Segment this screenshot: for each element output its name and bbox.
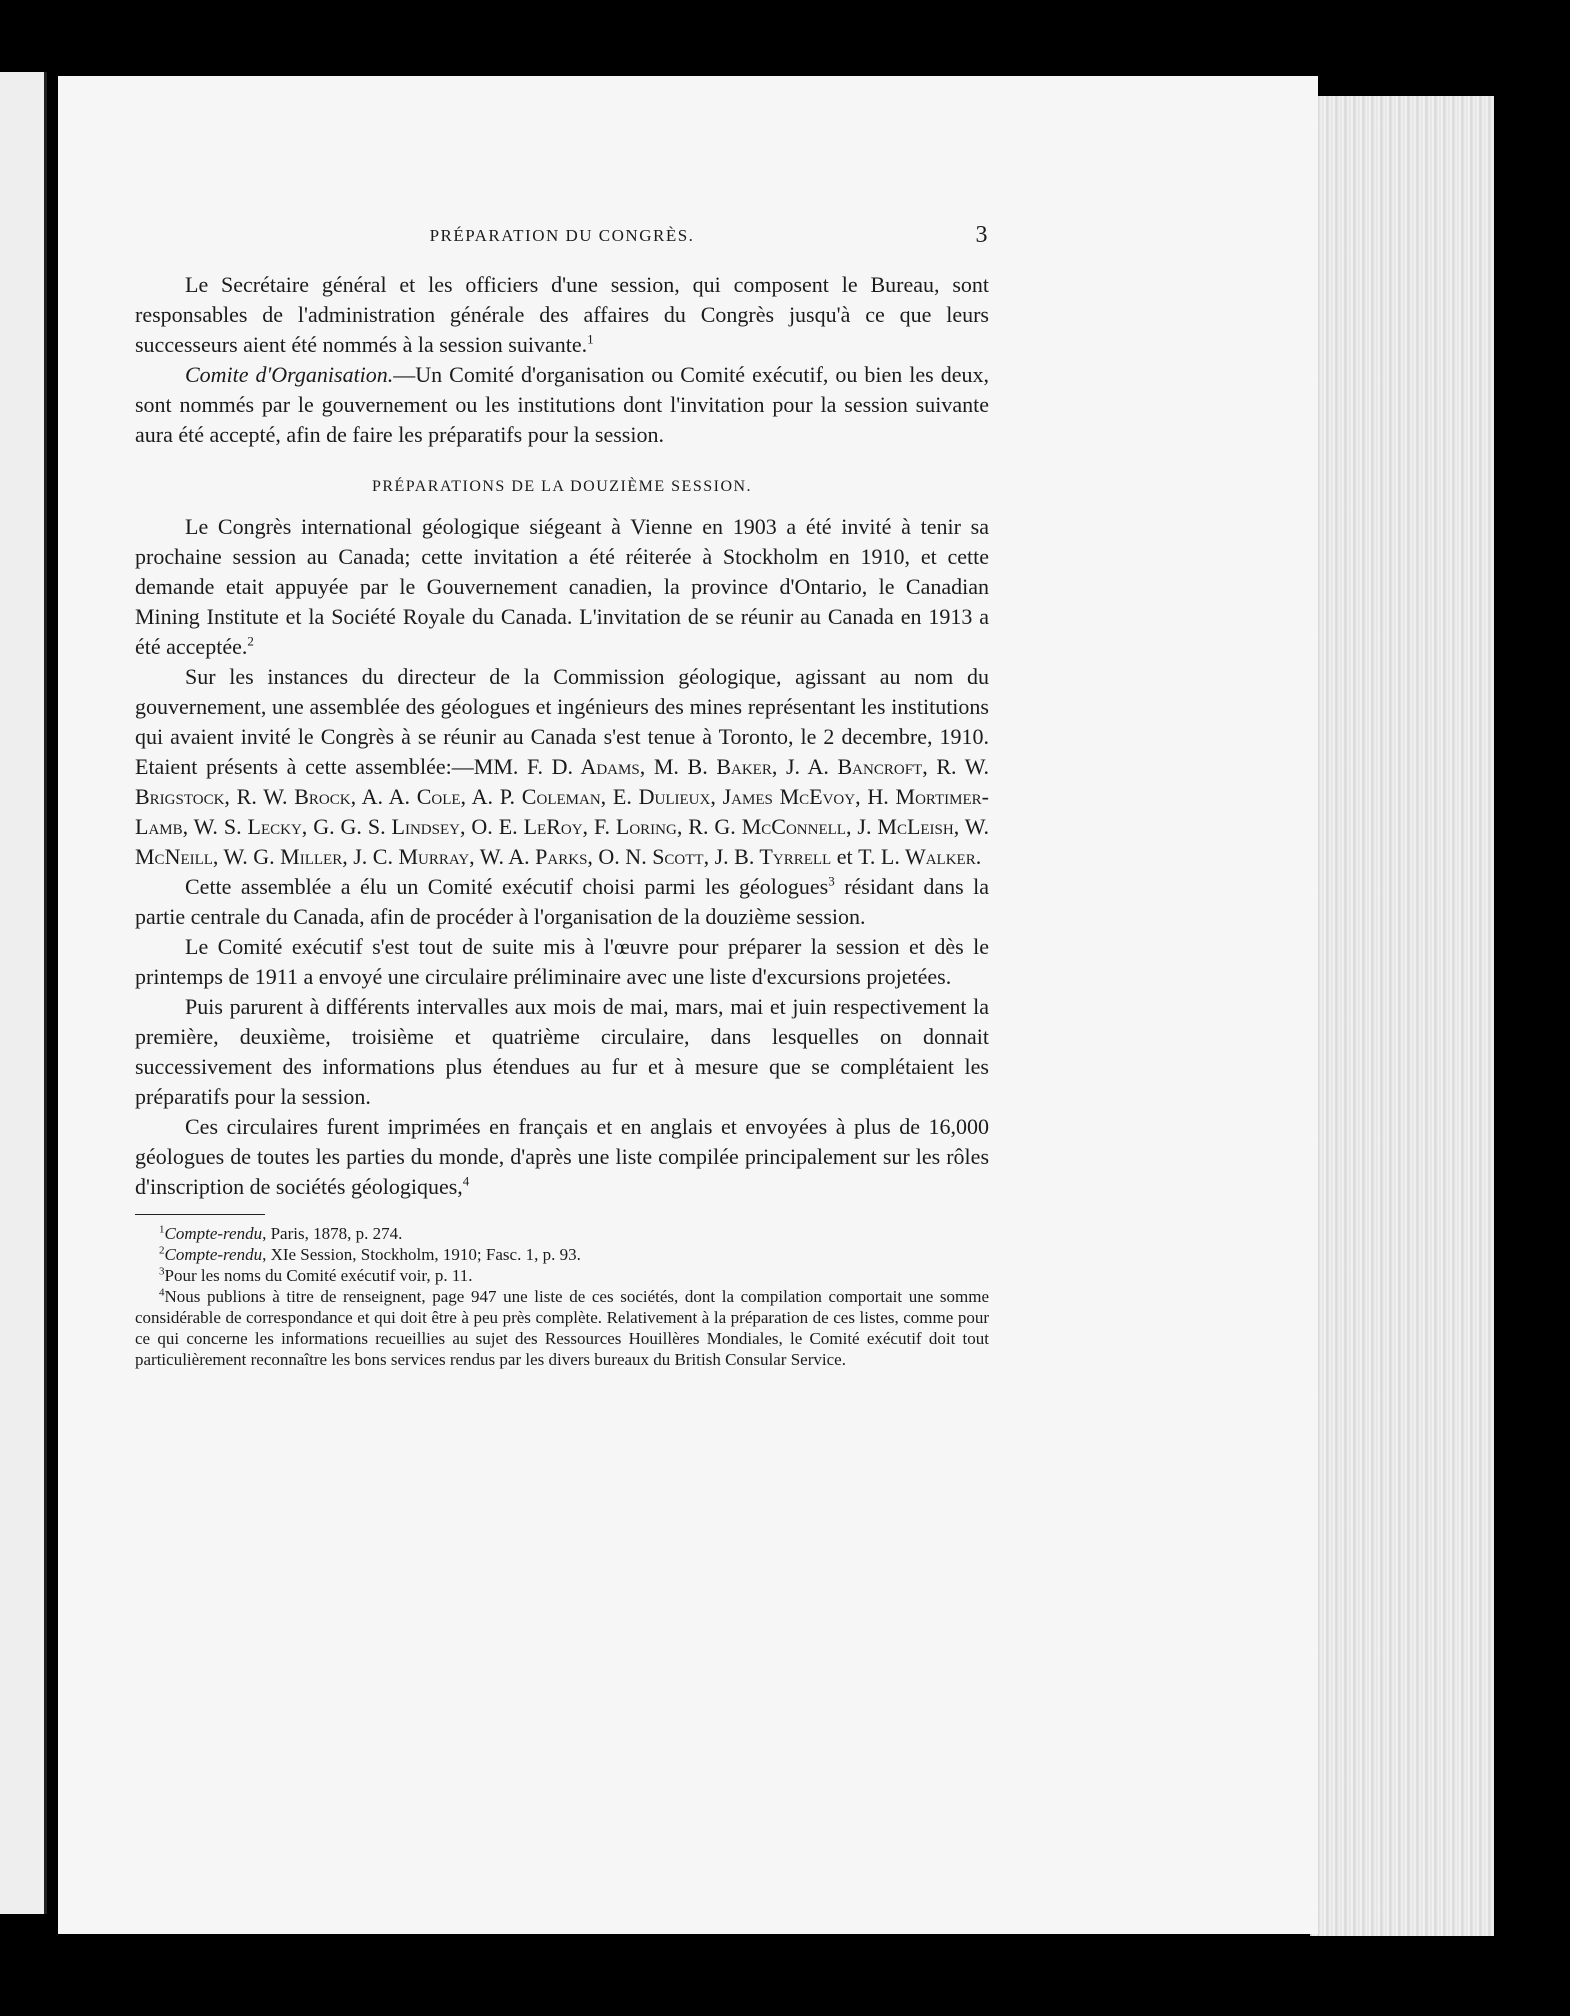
footnote-ref: 4 [462, 1173, 470, 1189]
footnote-4 [135, 1286, 989, 1370]
footnote-ref: 1 [587, 331, 594, 347]
attendee-names: MM. F. D. Adams, M. B. Baker, J. A. Bancroft, R. W. Brigstock, R. W. Brock, A. A. Cole, A. P. Coleman, E. Dulieux, James McEvoy, H. Mortimer-Lamb, W. S. Lecky, G. G. S. Lindsey, O. E. LeRoy, F. Loring, R. G. McConnell, J. McLeish, W. McNeill, W. G. Miller, J. C. Murray, W. A. Parks, O. N. Scott, J. B. Tyrrell [135, 754, 989, 869]
paragraph-assembly [135, 662, 989, 872]
paragraph-text: Sur les instances du directeur de la Commission géologique, agissant au nom du gouvernement, une assemblée des géologues et ingénieurs des mines représentant les institutions qui avaient invité le Congrès à se réunir au Canada s'est tenue à Toronto, le 2 decembre, 1910. Etaient présents à cette assemblée:— [135, 664, 989, 779]
page-stack-edge [1310, 96, 1494, 1936]
paragraph-text: Le Comité exécutif s'est tout de suite mis à l'œuvre pour préparer la session et dès le printemps de 1911 a envoyé une circulaire préliminaire avec une liste d'excursions projetées. [135, 934, 989, 989]
footnote-2 [135, 1244, 989, 1265]
paragraph-text: Le Congrès international géologique siégeant à Vienne en 1903 a été invité à tenir sa prochaine session au Canada; cette invitation a été réiterée à Stockholm en 1910, et cette demande etait appuyée par le Gouvernement canadien, la province d'Ontario, le Canadian Mining Institute et la Société Royale du Canada. L'invitation de se réunir au Canada en 1913 a été acceptée. [135, 514, 989, 659]
page-text-block [135, 222, 989, 1370]
footnote-mark: 1 [159, 1223, 165, 1236]
paragraph-text: Puis parurent à différents intervalles aux mois de mai, mars, mai et juin respectivement la première, deuxième, troisième et quatrième circulaire, dans lesquelles on donnait successivement des informations plus étendues au fur et à mesure que se complétaient les préparatifs pour la session. [135, 994, 989, 1109]
footnote-1 [135, 1223, 989, 1244]
footnote-ref: 3 [828, 873, 835, 889]
paragraph-comite [135, 360, 989, 450]
footnote-text: Pour les noms du Comité exécutif voir, p. 11. [164, 1266, 473, 1285]
paragraph-text: —Un Comité d'organisation ou Comité exécutif, ou bien les deux, sont nommés par le gouvernement ou les institutions dont l'invitation pour la session suivante aura été accepté, afin de faire les préparatifs pour la session. [135, 362, 989, 447]
footnote-mark: 3 [159, 1265, 165, 1278]
page-number: 3 [975, 222, 989, 248]
running-head [135, 222, 989, 256]
paragraph-invitation [135, 512, 989, 662]
paragraph-executive [135, 872, 989, 932]
footnote-mark: 2 [159, 1244, 165, 1257]
paragraph-circular [135, 932, 989, 992]
paragraph-bureau [135, 270, 989, 360]
paragraph-text: . [975, 844, 982, 869]
paragraph-text: Cette assemblée a élu un Comité exécutif choisi parmi les géologues [185, 874, 829, 899]
section-heading: PRÉPARATIONS DE LA DOUZIÈME SESSION. [371, 478, 753, 495]
paragraph-circulars-series [135, 992, 989, 1112]
paragraph-run-in-title: Comite d'Organisation. [185, 362, 394, 387]
footnote-title: Compte-rendu [164, 1224, 263, 1243]
footnote-text: , XIe Session, Stockholm, 1910; Fasc. 1, p. 93. [262, 1245, 581, 1264]
footnote-text: , Paris, 1878, p. 274. [262, 1224, 403, 1243]
paragraph-text: Ces circulaires furent imprimées en français et en anglais et envoyées à plus de 16,000 géologues de toutes les parties du monde, d'après une liste compilée principalement sur les rôles d'inscription de sociétés géologiques, [135, 1114, 989, 1199]
footnote-ref: 2 [247, 633, 254, 649]
paragraph-text: et [831, 844, 859, 869]
paragraph-text: Le Secrétaire général et les officiers d'une session, qui composent le Bureau, sont responsables de l'administration générale des affaires du Congrès jusqu'à ce que leurs successeurs aient été nommés à la session suivante. [135, 272, 989, 357]
footnote-text: Nous publions à titre de renseignent, page 947 une liste de ces sociétés, dont la compilation comportait une somme considérable de correspondance et qui doit être à peu près complète. Relativement à la préparation de ces listes, comme pour ce qui concerne les informations recueillies au sujet des Ressources Houillères Mondiales, le Comité exécutif doit tout particulièrement reconnaître les bons services rendus par les divers bureaux du British Consular Service. [135, 1287, 989, 1369]
footnote-mark: 4 [159, 1286, 165, 1299]
attendee-last-name: T. L. Walker [858, 844, 976, 869]
footnote-3 [135, 1265, 989, 1286]
paragraph-text: résidant dans la partie centrale du Canada, afin de procéder à l'organisation de la douzième session. [135, 874, 989, 929]
footnote-rule [135, 1214, 265, 1215]
paragraph-distribution [135, 1112, 989, 1202]
running-head-title: PRÉPARATION DU CONGRÈS. [429, 226, 695, 245]
footnote-title: Compte-rendu [164, 1245, 263, 1264]
left-page-edge [0, 72, 47, 1914]
